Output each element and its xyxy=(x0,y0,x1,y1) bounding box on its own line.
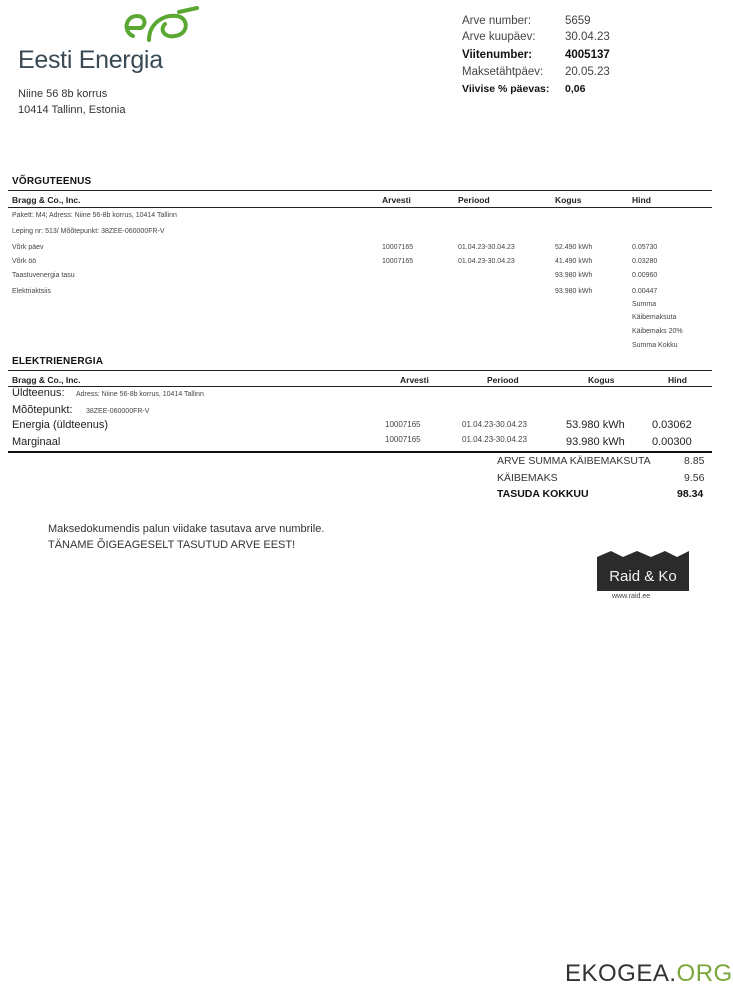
electricity-top-rule xyxy=(8,370,712,371)
footer-brand-suffix: ORG xyxy=(676,960,733,987)
row-name: Võrk päev xyxy=(12,244,44,251)
row-period: 01.04.23-30.04.23 xyxy=(458,258,515,265)
row-price: 0.00300 xyxy=(652,436,692,448)
row-price: 0.03062 xyxy=(652,419,692,431)
total-due-value: 98.34 xyxy=(677,488,704,500)
network-contract-line: Leping nr: 513/ Mõõtepunkt: 38ZEE-060000FR-V xyxy=(12,228,165,235)
row-price: 0.03280 xyxy=(632,258,658,265)
row-name: Taastuvenergia tasu xyxy=(12,272,75,279)
raid-ko-logo xyxy=(597,551,689,591)
row-name: Energia (üldteenus) xyxy=(12,419,109,431)
row-name: Marginaal xyxy=(12,436,61,448)
network-section-title: VÕRGUTEENUS xyxy=(12,176,92,187)
network-header-rule xyxy=(8,207,712,208)
electricity-bottom-rule xyxy=(8,451,712,453)
general-service-address: Adress: Niine 56-8b korrus, 10414 Tallinn xyxy=(76,391,204,398)
partner-name: Raid & Ko xyxy=(609,568,677,585)
customer-address-line1: Niine 56 8b korrus xyxy=(18,88,108,100)
row-meter: 10007165 xyxy=(382,258,414,265)
row-quantity: 52.490 kWh xyxy=(555,244,593,251)
metering-point-value: 38ZEE-060000FR-V xyxy=(86,408,150,415)
row-quantity: 93.980 kWh xyxy=(555,288,593,295)
network-top-rule xyxy=(8,190,712,191)
row-meter: 10007165 xyxy=(385,420,421,429)
network-summary-label: Summa xyxy=(632,301,657,308)
thank-you-note: TÄNAME ÕIGEAGESELT TASUTUD ARVE EEST! xyxy=(48,539,296,551)
row-quantity: 93.980 kWh xyxy=(555,272,593,279)
electricity-header-price: Hind xyxy=(668,375,687,385)
total-due-label: TASUDA KOKKUU xyxy=(497,488,589,500)
row-meter: 10007165 xyxy=(385,435,421,444)
network-header-quantity: Kogus xyxy=(555,195,582,205)
footer-brand-name: EKOGEA. xyxy=(565,960,677,987)
partner-url: www.raid.ee xyxy=(612,593,651,600)
electricity-header-company: Bragg & Co., Inc. xyxy=(12,375,81,385)
customer-address-line2: 10414 Tallinn, Estonia xyxy=(18,104,126,116)
ee-leaf-icon xyxy=(119,6,199,48)
metering-point-label: Mõõtepunkt: xyxy=(12,404,73,416)
network-header-company: Bragg & Co., Inc. xyxy=(12,195,81,205)
network-header-period: Periood xyxy=(458,195,490,205)
row-period: 01.04.23-30.04.23 xyxy=(458,244,515,251)
network-package-line: Pakett: M4; Adress: Niine 56-8b korrus, 10414 Tallinn xyxy=(12,212,177,219)
row-meter: 10007165 xyxy=(382,244,414,251)
vat-label: KÄIBEMAKS xyxy=(497,472,558,484)
row-quantity: 41.490 kWh xyxy=(555,258,593,265)
network-summary-label: Käibemaksuta xyxy=(632,314,677,321)
brand-name: Eesti Energia xyxy=(18,46,163,74)
row-period: 01.04.23-30.04.23 xyxy=(462,420,527,429)
network-header-price: Hind xyxy=(632,195,651,205)
general-service-label: Üldteenus: xyxy=(12,387,65,399)
electricity-header-rule xyxy=(8,386,712,387)
row-period: 01.04.23-30.04.23 xyxy=(462,435,527,444)
network-header-meter: Arvesti xyxy=(382,195,411,205)
network-summary-label: Summa Kokku xyxy=(632,342,678,349)
row-name: Võrk öö xyxy=(12,258,37,265)
row-price: 0.00447 xyxy=(632,288,658,295)
electricity-header-period: Periood xyxy=(487,375,519,385)
network-summary-label: Käibemaks 20% xyxy=(632,328,683,335)
row-price: 0.05730 xyxy=(632,244,658,251)
total-excl-vat-value: 8.85 xyxy=(684,455,705,467)
footer-brand xyxy=(565,960,733,988)
electricity-section-title: ELEKTRIENERGIA xyxy=(12,356,104,367)
total-excl-vat-label: ARVE SUMMA KÄIBEMAKSUTA xyxy=(497,455,651,467)
row-name: Elektriaktsiis xyxy=(12,288,51,295)
row-quantity: 53.980 kWh xyxy=(566,419,625,431)
row-quantity: 93.980 kWh xyxy=(566,436,625,448)
electricity-header-meter: Arvesti xyxy=(400,375,429,385)
payment-note: Maksedokumendis palun viidake tasutava arve numbrile. xyxy=(48,523,325,535)
vat-value: 9.56 xyxy=(684,472,705,484)
row-price: 0.00960 xyxy=(632,272,658,279)
eesti-energia-logo xyxy=(14,6,204,76)
electricity-header-quantity: Kogus xyxy=(588,375,615,385)
